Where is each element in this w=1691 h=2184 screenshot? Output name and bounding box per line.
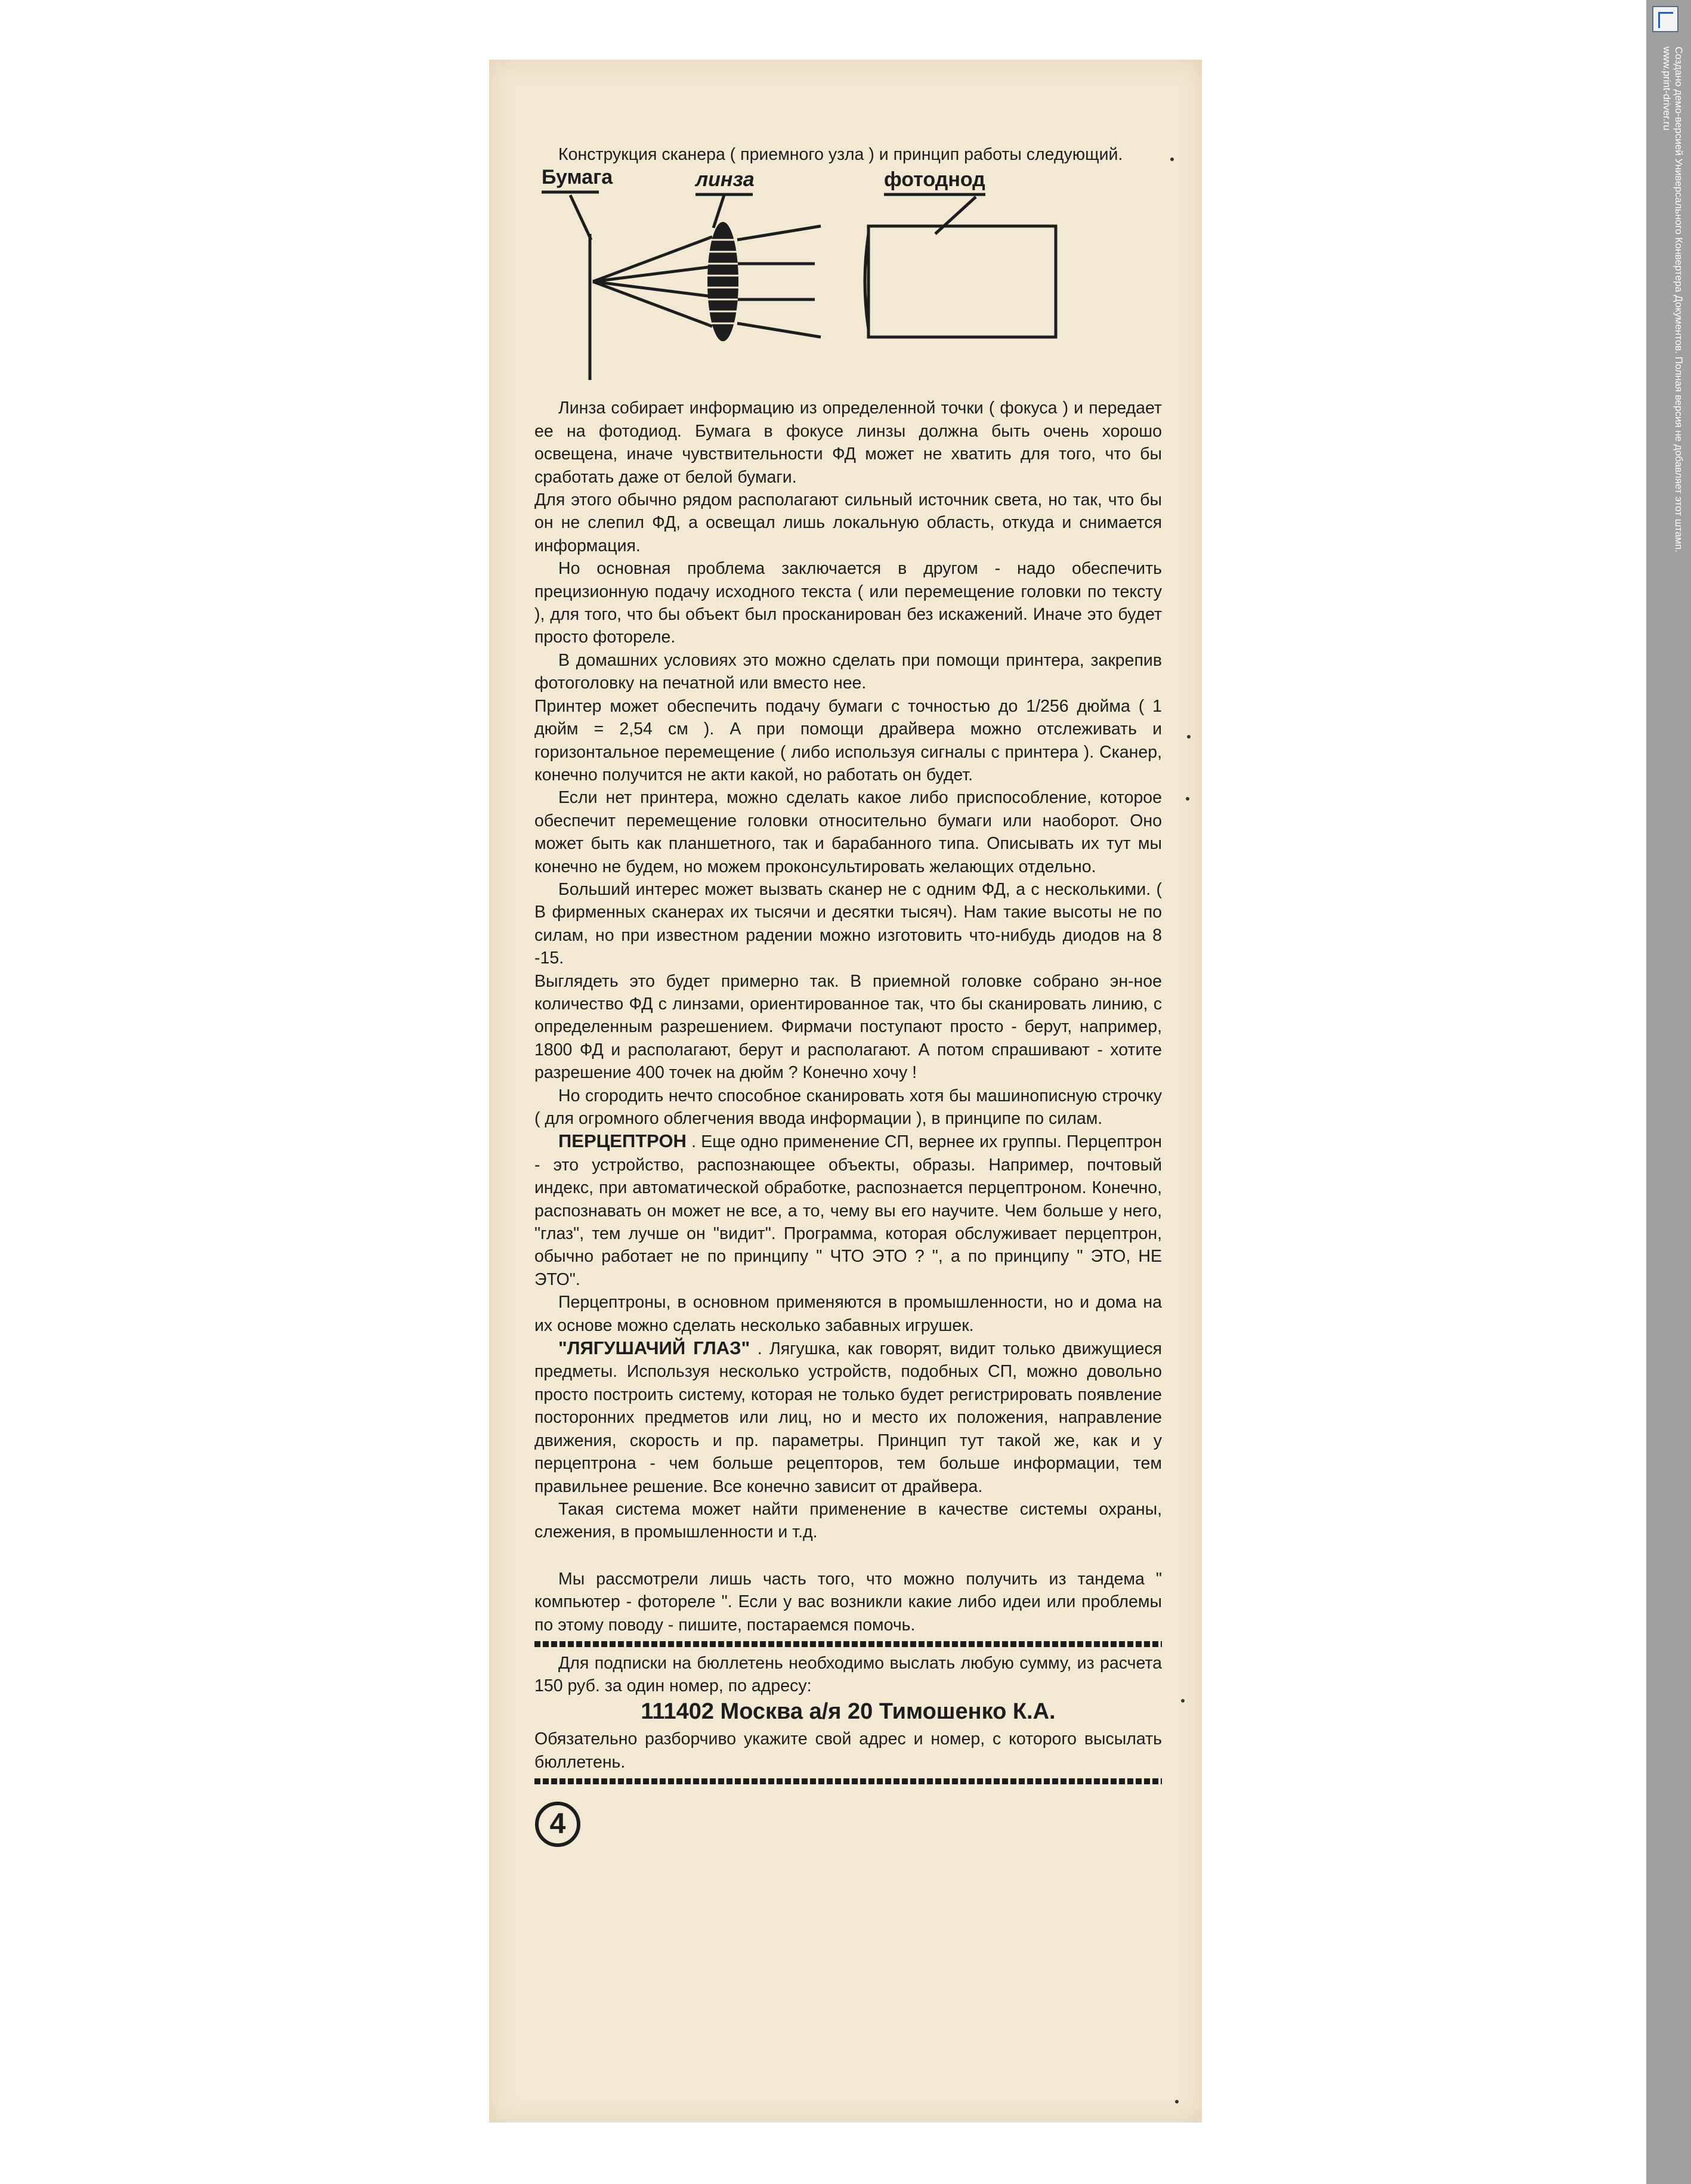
paragraph: В домашних условиях это можно сделать при помощи принтера, закрепив фотоголовку на печатной или вместо нее.	[534, 650, 1162, 693]
converter-logo-icon	[1652, 6, 1678, 32]
paragraph: Линза собирает информацию из определенной точки ( фокуса ) и передает ее на фотодиод. Бумага в фокусе линзы должна быть очень хорошо освещена, иначе чувствительности ФД может не хватить для того, что бы сработать даже от белой бумаги.	[534, 399, 1162, 487]
dashed-separator	[534, 1641, 1162, 1647]
frog-eye-text-2: Такая система может найти применение в качестве системы охраны, слежения, в промышленности и т.д.	[534, 1499, 1162, 1542]
address-note: Обязательно разборчиво укажите свой адрес и номер, с которого высылать бюллетень.	[534, 1729, 1162, 1772]
scan-speck	[1175, 2100, 1179, 2103]
frog-eye-section	[534, 1337, 1162, 1498]
scan-speck	[1186, 797, 1189, 801]
scan-speck	[1170, 157, 1174, 161]
paragraph: Для этого обычно рядом располагают сильный источник света, но так, что бы он не слепил ФД, а освещал лишь локальную область, откуда и снимается информация.	[534, 490, 1162, 555]
scan-speck	[1187, 735, 1191, 739]
perceptron-text-2: Перцептроны, в основном применяются в промышленности, но и дома на их основе можно сделать несколько забавных игрушек.	[534, 1293, 1162, 1335]
lens-shape	[707, 222, 738, 341]
paragraph: Но основная проблема заключается в другом - надо обеспечить прецизионную подачу исходного текста ( или перемещение головки по тексту ), для того, что бы объект был просканирован без искажений. Иначе это будет просто фотореле.	[534, 559, 1162, 647]
page-number-badge	[534, 1801, 581, 1848]
watermark-sidebar	[1646, 0, 1691, 2184]
paragraph: Но сгородить нечто способное сканировать хотя бы машинописную строчку ( для огромного облегчения ввода информации ), в принципе по силам.	[534, 1086, 1162, 1128]
paragraph: Выглядеть это будет примерно так. В приемной головке собрано эн-ное количество ФД с линзами, ориентированное так, что бы сканировать линию, с определенным разрешением. Фирмачи поступают просто - берут, например, 1800 ФД и располагают, берут и располагают. А потом спрашивают - хотите разрешение 400 точек на дюйм ? Конечно хочу !	[534, 971, 1162, 1083]
intro-text: Конструкция сканера ( приемного узла ) и принцип работы следующий.	[558, 145, 1123, 164]
scanner-diagram	[534, 168, 1162, 392]
subscription-text: Для подписки на бюллетень необходимо выслать любую сумму, из расчета 150 руб. за один номер, по адресу:	[534, 1653, 1162, 1696]
paragraph: Если нет принтера, можно сделать какое либо приспособление, которое обеспечит перемещение головки относительно бумаги или наоборот. Оно может быть как планшетного, так и барабанного типа. Описывать их тут мы конечно не будем, но можем проконсультировать желающих отдельно.	[534, 788, 1162, 876]
diagram-label-photodiode: фотоднод	[884, 168, 985, 191]
scanned-page	[489, 60, 1202, 2123]
frog-eye-heading: "ЛЯГУШАЧИЙ ГЛАЗ"	[558, 1337, 750, 1359]
diagram-label-lens: линза	[695, 168, 755, 191]
diagram-label-paper: Бумага	[542, 168, 613, 189]
dashed-separator	[534, 1778, 1162, 1784]
perceptron-text: . Еще одно применение СП, вернее их группы. Перцептрон - это устройство, распознающее объекты, образы. Например, почтовый индекс, при автоматической обработке, распознается перцептроном. Конечно, распознавать он может не все, а то, чему вы его научите. Чем больше у него, "глаз", тем лучше он "видит". Программа, которая обслуживает перцептрон, обычно работает не по принципу " ЧТО ЭТО ? ", а по принципу " ЭТО, НЕ ЭТО".	[534, 1132, 1163, 1289]
paragraph: Принтер может обеспечить подачу бумаги с точностью до 1/256 дюйма ( 1 дюйм = 2,54 см ). А при помощи драйвера можно отслеживать и горизонтальное перемещение ( либо используя сигналы с принтера ). Сканер, конечно получится не акти какой, но работать он будет.	[534, 696, 1162, 784]
watermark-text: Создано демо-версией Универсального Конвертера Документов. Полная версия не добавляет этот штамп. www.print-driver.ru	[1661, 47, 1684, 553]
photodiode-body	[868, 226, 1056, 337]
postal-address: 111402 Москва а/я 20 Тимошенко К.А.	[641, 1698, 1056, 1724]
perceptron-heading: ПЕРЦЕПТРОН	[558, 1130, 687, 1152]
scan-speck	[1181, 1699, 1185, 1703]
article-column	[534, 143, 1162, 1848]
frog-eye-text: . Лягушка, как говорят, видит только движущиеся предметы. Используя несколько устройств, подобных СП, можно довольно просто построить систему, которая не только будет регистрировать появление посторонних предметов или лиц, но и место их положения, направление движения, скорость и пр. параметры. Принцип тут такой же, как и у перцептрона - чем больше рецепторов, тем больше информации, тем правильнее решение. Все конечно зависит от драйвера.	[534, 1339, 1163, 1496]
page-number: 4	[549, 1808, 566, 1840]
paragraph: Больший интерес может вызвать сканер не с одним ФД, а с несколькими. ( В фирменных сканерах их тысячи и десятки тысяч). Нам такие высоты не по силам, но при известном радении можно изготовить что-нибудь диодов на 8 -15.	[534, 879, 1162, 968]
perceptron-section	[534, 1130, 1162, 1291]
conclusion-text: Мы рассмотрели лишь часть того, что можно получить из тандема " компьютер - фотореле ". Если у вас возникли какие либо идеи или проблемы по этому поводу - пишите, постараемся помочь.	[534, 1569, 1162, 1635]
